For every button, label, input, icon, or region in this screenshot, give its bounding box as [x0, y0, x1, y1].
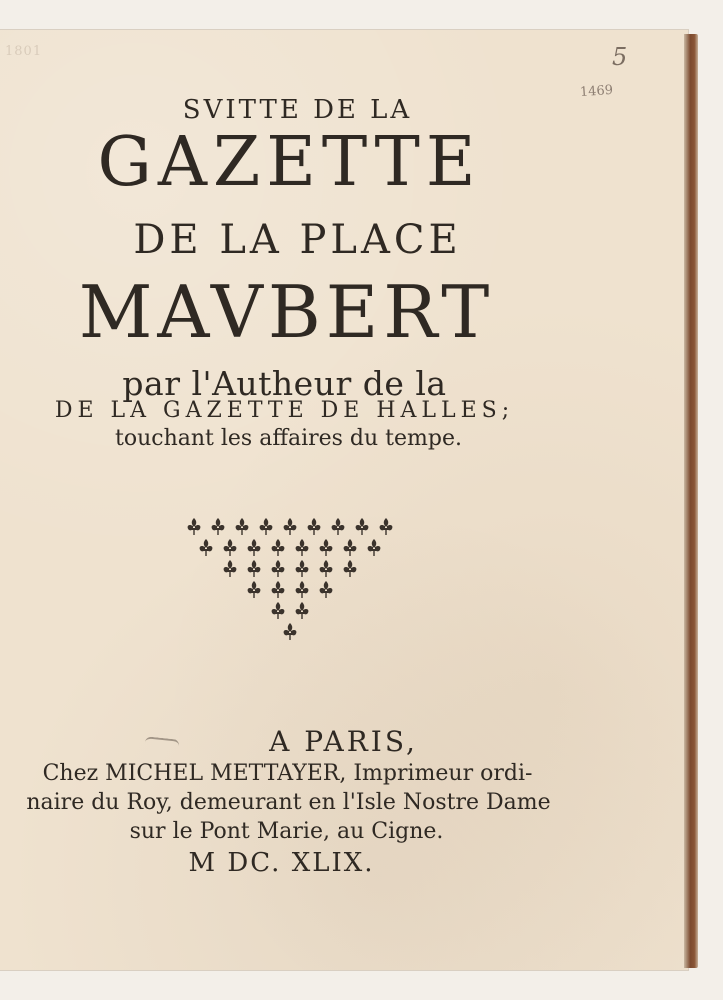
fleur-de-lis-icon — [212, 518, 225, 535]
page-number-mark: 5 — [612, 43, 628, 71]
fleur-de-lis-icon — [296, 560, 309, 577]
imprint-line-3: sur le Pont Marie, au Cigne. — [129, 819, 444, 844]
fleur-de-lis-icon — [344, 539, 357, 556]
fleur-de-lis-icon — [224, 539, 237, 556]
imprint-date: M DC. XLIX. — [188, 848, 375, 878]
fleur-de-lis-icon — [284, 623, 297, 640]
fleur-de-lis-icon — [284, 518, 297, 535]
handwritten-note-mark: 1469 — [579, 82, 614, 101]
fleur-de-lis-icon — [320, 581, 333, 598]
imprint-line-1: Chez MICHEL METTAYER, Imprimeur ordi- — [42, 761, 533, 786]
title-line-1: SVITTE DE LA — [182, 95, 413, 125]
imprint-place: A PARIS, — [269, 725, 418, 758]
book-edge — [684, 34, 698, 968]
fleur-de-lis-icon — [248, 539, 261, 556]
fleur-de-lis-icon — [320, 560, 333, 577]
ghost-mark: 1801 — [5, 44, 43, 59]
fleur-de-lis-icon — [260, 518, 273, 535]
fleur-de-lis-icon — [236, 518, 249, 535]
fleur-de-lis-triangle-ornament — [170, 510, 410, 650]
title-line-6: DE LA GAZETTE DE HALLES; — [54, 398, 515, 423]
fleur-de-lis-icon — [296, 581, 309, 598]
fleur-de-lis-icon — [368, 539, 381, 556]
fleur-de-lis-icon — [248, 560, 261, 577]
fleur-de-lis-icon — [320, 539, 333, 556]
title-line-4: MAVBERT — [78, 270, 495, 354]
title-line-3: DE LA PLACE — [133, 217, 462, 263]
title-line-7: touchant les affaires du tempe. — [115, 426, 462, 451]
fleur-de-lis-icon — [308, 518, 321, 535]
fleur-de-lis-icon — [248, 581, 261, 598]
fleur-de-lis-icon — [224, 560, 237, 577]
fleur-de-lis-icon — [296, 539, 309, 556]
fleur-de-lis-icon — [272, 602, 285, 619]
fleur-de-lis-icon — [272, 581, 285, 598]
fleur-de-lis-icon — [332, 518, 345, 535]
fleur-de-lis-icon — [356, 518, 369, 535]
fleur-de-lis-icon — [272, 539, 285, 556]
imprint-line-2: naire du Roy, demeurant en l'Isle Nostre Dame — [26, 790, 551, 815]
title-line-5: par l'Autheur de la — [122, 364, 447, 403]
fleur-de-lis-icon — [296, 602, 309, 619]
fleur-de-lis-icon — [188, 518, 201, 535]
fleur-de-lis-icon — [380, 518, 393, 535]
fleur-de-lis-icon — [344, 560, 357, 577]
fleur-de-lis-icon — [272, 560, 285, 577]
title-line-2: GAZETTE — [97, 123, 482, 202]
fleur-de-lis-icon — [200, 539, 213, 556]
